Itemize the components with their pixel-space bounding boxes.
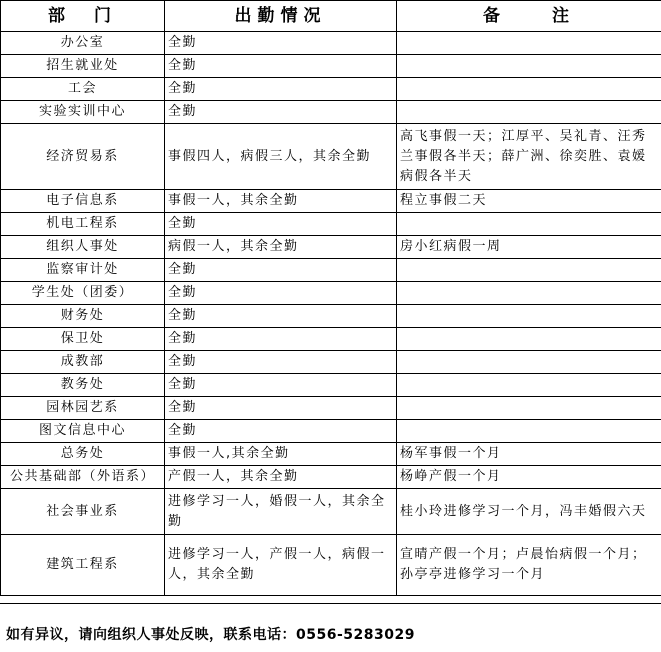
remarks-cell	[397, 55, 661, 78]
attendance-cell: 全勤	[165, 32, 397, 55]
table-row	[1, 351, 661, 374]
attendance-cell: 进修学习一人，婚假一人，其余全勤	[165, 489, 397, 535]
attendance-cell: 全勤	[165, 351, 397, 374]
remarks-cell: 杨军事假一个月	[397, 443, 661, 466]
attendance-cell: 产假一人，其余全勤	[165, 466, 397, 489]
department-cell: 经济贸易系	[1, 124, 165, 190]
department-cell: 电子信息系	[1, 190, 165, 213]
department-cell: 保卫处	[1, 328, 165, 351]
table-row	[1, 213, 661, 236]
remarks-cell: 程立事假二天	[397, 190, 661, 213]
department-cell: 学生处（团委）	[1, 282, 165, 305]
table-row	[1, 101, 661, 124]
attendance-cell: 病假一人，其余全勤	[165, 236, 397, 259]
attendance-cell: 全勤	[165, 55, 397, 78]
header-attendance: 出勤情况	[165, 1, 397, 32]
header-row	[1, 1, 661, 32]
attendance-cell: 全勤	[165, 282, 397, 305]
table-row	[1, 466, 661, 489]
department-cell: 招生就业处	[1, 55, 165, 78]
table-row	[1, 374, 661, 397]
table-row	[1, 236, 661, 259]
table-row	[1, 397, 661, 420]
remarks-cell: 高飞事假一天；江厚平、吴礼青、汪秀兰事假各半天；薛广洲、徐奕胜、袁媛病假各半天	[397, 124, 661, 190]
department-cell: 机电工程系	[1, 213, 165, 236]
table-row	[1, 32, 661, 55]
footer-text: 如有异议，请向组织人事处反映，联系电话：0556-5283029	[6, 627, 415, 643]
department-cell: 财务处	[1, 305, 165, 328]
department-cell: 实验实训中心	[1, 101, 165, 124]
remarks-cell	[397, 305, 661, 328]
remarks-cell	[397, 213, 661, 236]
department-cell: 公共基础部（外语系）	[1, 466, 165, 489]
attendance-cell: 事假四人，病假三人，其余全勤	[165, 124, 397, 190]
remarks-cell	[397, 397, 661, 420]
department-cell: 图文信息中心	[1, 420, 165, 443]
remarks-cell	[397, 259, 661, 282]
department-cell: 工会	[1, 78, 165, 101]
attendance-cell: 全勤	[165, 305, 397, 328]
remarks-cell	[397, 32, 661, 55]
department-cell: 办公室	[1, 32, 165, 55]
attendance-cell: 进修学习一人，产假一人，病假一人，其余全勤	[165, 535, 397, 596]
header-remarks: 备 注	[397, 1, 661, 32]
attendance-cell: 全勤	[165, 328, 397, 351]
attendance-cell: 全勤	[165, 259, 397, 282]
remarks-cell: 宣晴产假一个月；卢晨怡病假一个月；孙亭亭进修学习一个月	[397, 535, 661, 596]
table-row	[1, 305, 661, 328]
remarks-cell: 房小红病假一周	[397, 236, 661, 259]
table-row	[1, 259, 661, 282]
remarks-cell	[397, 374, 661, 397]
department-cell: 成教部	[1, 351, 165, 374]
header-department: 部 门	[1, 1, 165, 32]
attendance-cell: 全勤	[165, 101, 397, 124]
remarks-cell	[397, 78, 661, 101]
department-cell: 建筑工程系	[1, 535, 165, 596]
footer-notice	[0, 603, 661, 652]
attendance-cell: 全勤	[165, 397, 397, 420]
attendance-cell: 全勤	[165, 374, 397, 397]
table-row	[1, 535, 661, 596]
attendance-cell: 全勤	[165, 213, 397, 236]
department-cell: 社会事业系	[1, 489, 165, 535]
remarks-cell	[397, 328, 661, 351]
attendance-cell: 事假一人,其余全勤	[165, 443, 397, 466]
department-cell: 园林园艺系	[1, 397, 165, 420]
attendance-cell: 事假一人，其余全勤	[165, 190, 397, 213]
table-row	[1, 489, 661, 535]
attendance-body	[1, 32, 661, 596]
table-row	[1, 328, 661, 351]
department-cell: 总务处	[1, 443, 165, 466]
department-cell: 组织人事处	[1, 236, 165, 259]
remarks-cell: 桂小玲进修学习一个月，冯丰婚假六天	[397, 489, 661, 535]
table-row	[1, 282, 661, 305]
department-cell: 监察审计处	[1, 259, 165, 282]
table-row	[1, 55, 661, 78]
table-row	[1, 124, 661, 190]
attendance-cell: 全勤	[165, 420, 397, 443]
remarks-cell: 杨峥产假一个月	[397, 466, 661, 489]
table-row	[1, 443, 661, 466]
remarks-cell	[397, 351, 661, 374]
department-cell: 教务处	[1, 374, 165, 397]
table-row	[1, 190, 661, 213]
table-row	[1, 78, 661, 101]
remarks-cell	[397, 101, 661, 124]
remarks-cell	[397, 282, 661, 305]
remarks-cell	[397, 420, 661, 443]
attendance-cell: 全勤	[165, 78, 397, 101]
table-row	[1, 420, 661, 443]
